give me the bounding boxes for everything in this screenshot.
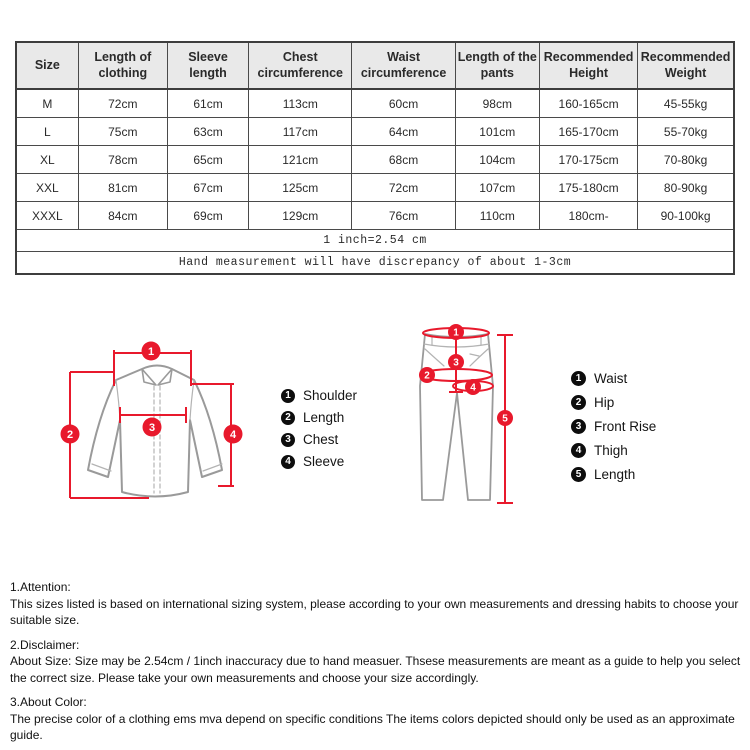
header-row — [16, 42, 734, 89]
pants-diagram — [400, 313, 535, 513]
table-cell: 107cm — [455, 174, 539, 202]
table-cell: 72cm — [78, 89, 167, 118]
table-cell: 70-80kg — [638, 146, 734, 174]
legend-label: Chest — [303, 432, 339, 447]
shirt-marker-1-icon — [142, 342, 161, 361]
table-cell: 101cm — [455, 118, 539, 146]
legend-label: Length — [303, 410, 345, 425]
note-title: 1.Attention: — [10, 580, 71, 594]
table-cell: 110cm — [455, 202, 539, 230]
table-cell: 72cm — [352, 174, 455, 202]
shirt-placket — [154, 386, 160, 493]
table-cell: 80-90kg — [638, 174, 734, 202]
svg-text:1: 1 — [147, 346, 155, 358]
svg-text:2: 2 — [66, 429, 74, 441]
pants-legend — [571, 371, 656, 482]
table-cell: 45-55kg — [638, 89, 734, 118]
table-cell: 55-70kg — [638, 118, 734, 146]
table-cell: 63cm — [167, 118, 248, 146]
svg-text:5: 5 — [502, 413, 508, 425]
shirt-diagram — [50, 322, 265, 537]
pants-marker-3-icon — [448, 354, 464, 370]
col-header-length-clothing: Length of clothing — [78, 42, 167, 89]
table-cell: 75cm — [78, 118, 167, 146]
shirt-legend — [281, 388, 357, 469]
table-cell: 104cm — [455, 146, 539, 174]
table-cell: 129cm — [249, 202, 352, 230]
table-row — [16, 118, 734, 146]
note-disclaimer — [10, 637, 750, 687]
svg-text:4: 4 — [470, 382, 476, 394]
svg-text:2: 2 — [424, 370, 430, 382]
table-cell: 98cm — [455, 89, 539, 118]
pants-marker-2-icon — [419, 367, 435, 383]
legend-item-hip — [571, 395, 656, 410]
table-cell: 113cm — [249, 89, 352, 118]
table-cell: 121cm — [249, 146, 352, 174]
number-badge-icon: 4 — [281, 455, 295, 469]
table-cell: 68cm — [352, 146, 455, 174]
shirt-collar — [142, 369, 172, 385]
col-header-waist: Waist circumference — [352, 42, 455, 89]
table-row — [16, 89, 734, 118]
number-badge-icon: 3 — [571, 419, 586, 434]
measure-note: Hand measurement will have discrepancy of about 1-3cm — [16, 252, 734, 275]
pants-marker-4-icon — [465, 379, 481, 395]
table-cell: 160-165cm — [539, 89, 637, 118]
legend-label: Front Rise — [594, 419, 657, 434]
unit-note: 1 inch=2.54 cm — [16, 230, 734, 252]
note-title: 3.About Color: — [10, 695, 87, 709]
table-cell: 78cm — [78, 146, 167, 174]
table-cell: 81cm — [78, 174, 167, 202]
table-cell: 65cm — [167, 146, 248, 174]
table-cell: 170-175cm — [539, 146, 637, 174]
note-title: 2.Disclaimer: — [10, 637, 80, 652]
pants-marker-5-icon — [497, 410, 513, 426]
pants-marker-1-icon — [448, 324, 464, 340]
svg-text:3: 3 — [453, 357, 459, 369]
table-cell: 60cm — [352, 89, 455, 118]
legend-item-length — [281, 410, 357, 425]
legend-item-chest — [281, 432, 357, 447]
table-cell: 90-100kg — [638, 202, 734, 230]
legend-item-shoulder — [281, 388, 357, 403]
table-cell: 69cm — [167, 202, 248, 230]
table-row — [16, 146, 734, 174]
table-cell: 76cm — [352, 202, 455, 230]
number-badge-icon: 5 — [571, 467, 586, 482]
table-cell: 67cm — [167, 174, 248, 202]
table-row — [16, 174, 734, 202]
note-body: This sizes listed is based on international sizing system, please according to your own measurements and dressing habits to choose your suitable size. — [10, 596, 739, 627]
shirt-marker-2-icon — [61, 425, 80, 444]
note-about-color — [10, 694, 750, 744]
col-header-chest: Chest circumference — [249, 42, 352, 89]
shirt-marker-4-icon — [224, 425, 243, 444]
size-chart-table — [15, 41, 735, 275]
table-cell: XL — [16, 146, 78, 174]
length-measure-line — [70, 372, 149, 498]
table-cell: 180cm- — [539, 202, 637, 230]
svg-text:3: 3 — [148, 422, 156, 434]
col-header-size: Size — [16, 42, 78, 89]
table-cell: 84cm — [78, 202, 167, 230]
number-badge-icon: 3 — [281, 433, 295, 447]
legend-label: Waist — [594, 371, 628, 386]
table-row — [16, 202, 734, 230]
table-cell: 175-180cm — [539, 174, 637, 202]
legend-item-waist — [571, 371, 656, 386]
unit-note-row — [16, 230, 734, 252]
legend-label: Thigh — [594, 443, 628, 458]
number-badge-icon: 2 — [281, 411, 295, 425]
table-cell: XXXL — [16, 202, 78, 230]
note-attention — [10, 579, 750, 629]
col-header-rec-weight: Recommended Weight — [638, 42, 734, 89]
legend-label: Sleeve — [303, 454, 345, 469]
col-header-sleeve-length: Sleeve length — [167, 42, 248, 89]
number-badge-icon: 1 — [571, 371, 586, 386]
svg-text:1: 1 — [453, 327, 459, 339]
legend-label: Length — [594, 467, 636, 482]
legend-item-thigh — [571, 443, 656, 458]
legend-label: Hip — [594, 395, 615, 410]
note-body: The precise color of a clothing ems mva depend on specific conditions The items colors depicted should only be used as an approximate guide. — [10, 711, 735, 742]
shirt-marker-3-icon — [143, 418, 162, 437]
notes-section — [10, 579, 750, 750]
col-header-rec-height: Recommended Height — [539, 42, 637, 89]
number-badge-icon: 1 — [281, 389, 295, 403]
legend-item-sleeve — [281, 454, 357, 469]
table-cell: 64cm — [352, 118, 455, 146]
table-cell: 117cm — [249, 118, 352, 146]
table-cell: 61cm — [167, 89, 248, 118]
table-cell: L — [16, 118, 78, 146]
table-cell: M — [16, 89, 78, 118]
table-cell: XXL — [16, 174, 78, 202]
note-body: About Size: Size may be 2.54cm / 1inch inaccuracy due to hand measuer. Thsese measurements are meant as a guide to help you select the correct size. Please take your own measurements and choose your size accordingly. — [10, 654, 741, 685]
table-cell: 125cm — [249, 174, 352, 202]
legend-item-pants-length — [571, 467, 656, 482]
legend-label: Shoulder — [303, 388, 358, 403]
number-badge-icon: 4 — [571, 443, 586, 458]
legend-item-front-rise — [571, 419, 656, 434]
col-header-pants-length: Length of the pants — [455, 42, 539, 89]
measure-note-row — [16, 252, 734, 275]
svg-text:4: 4 — [229, 429, 237, 441]
table-cell: 165-170cm — [539, 118, 637, 146]
number-badge-icon: 2 — [571, 395, 586, 410]
